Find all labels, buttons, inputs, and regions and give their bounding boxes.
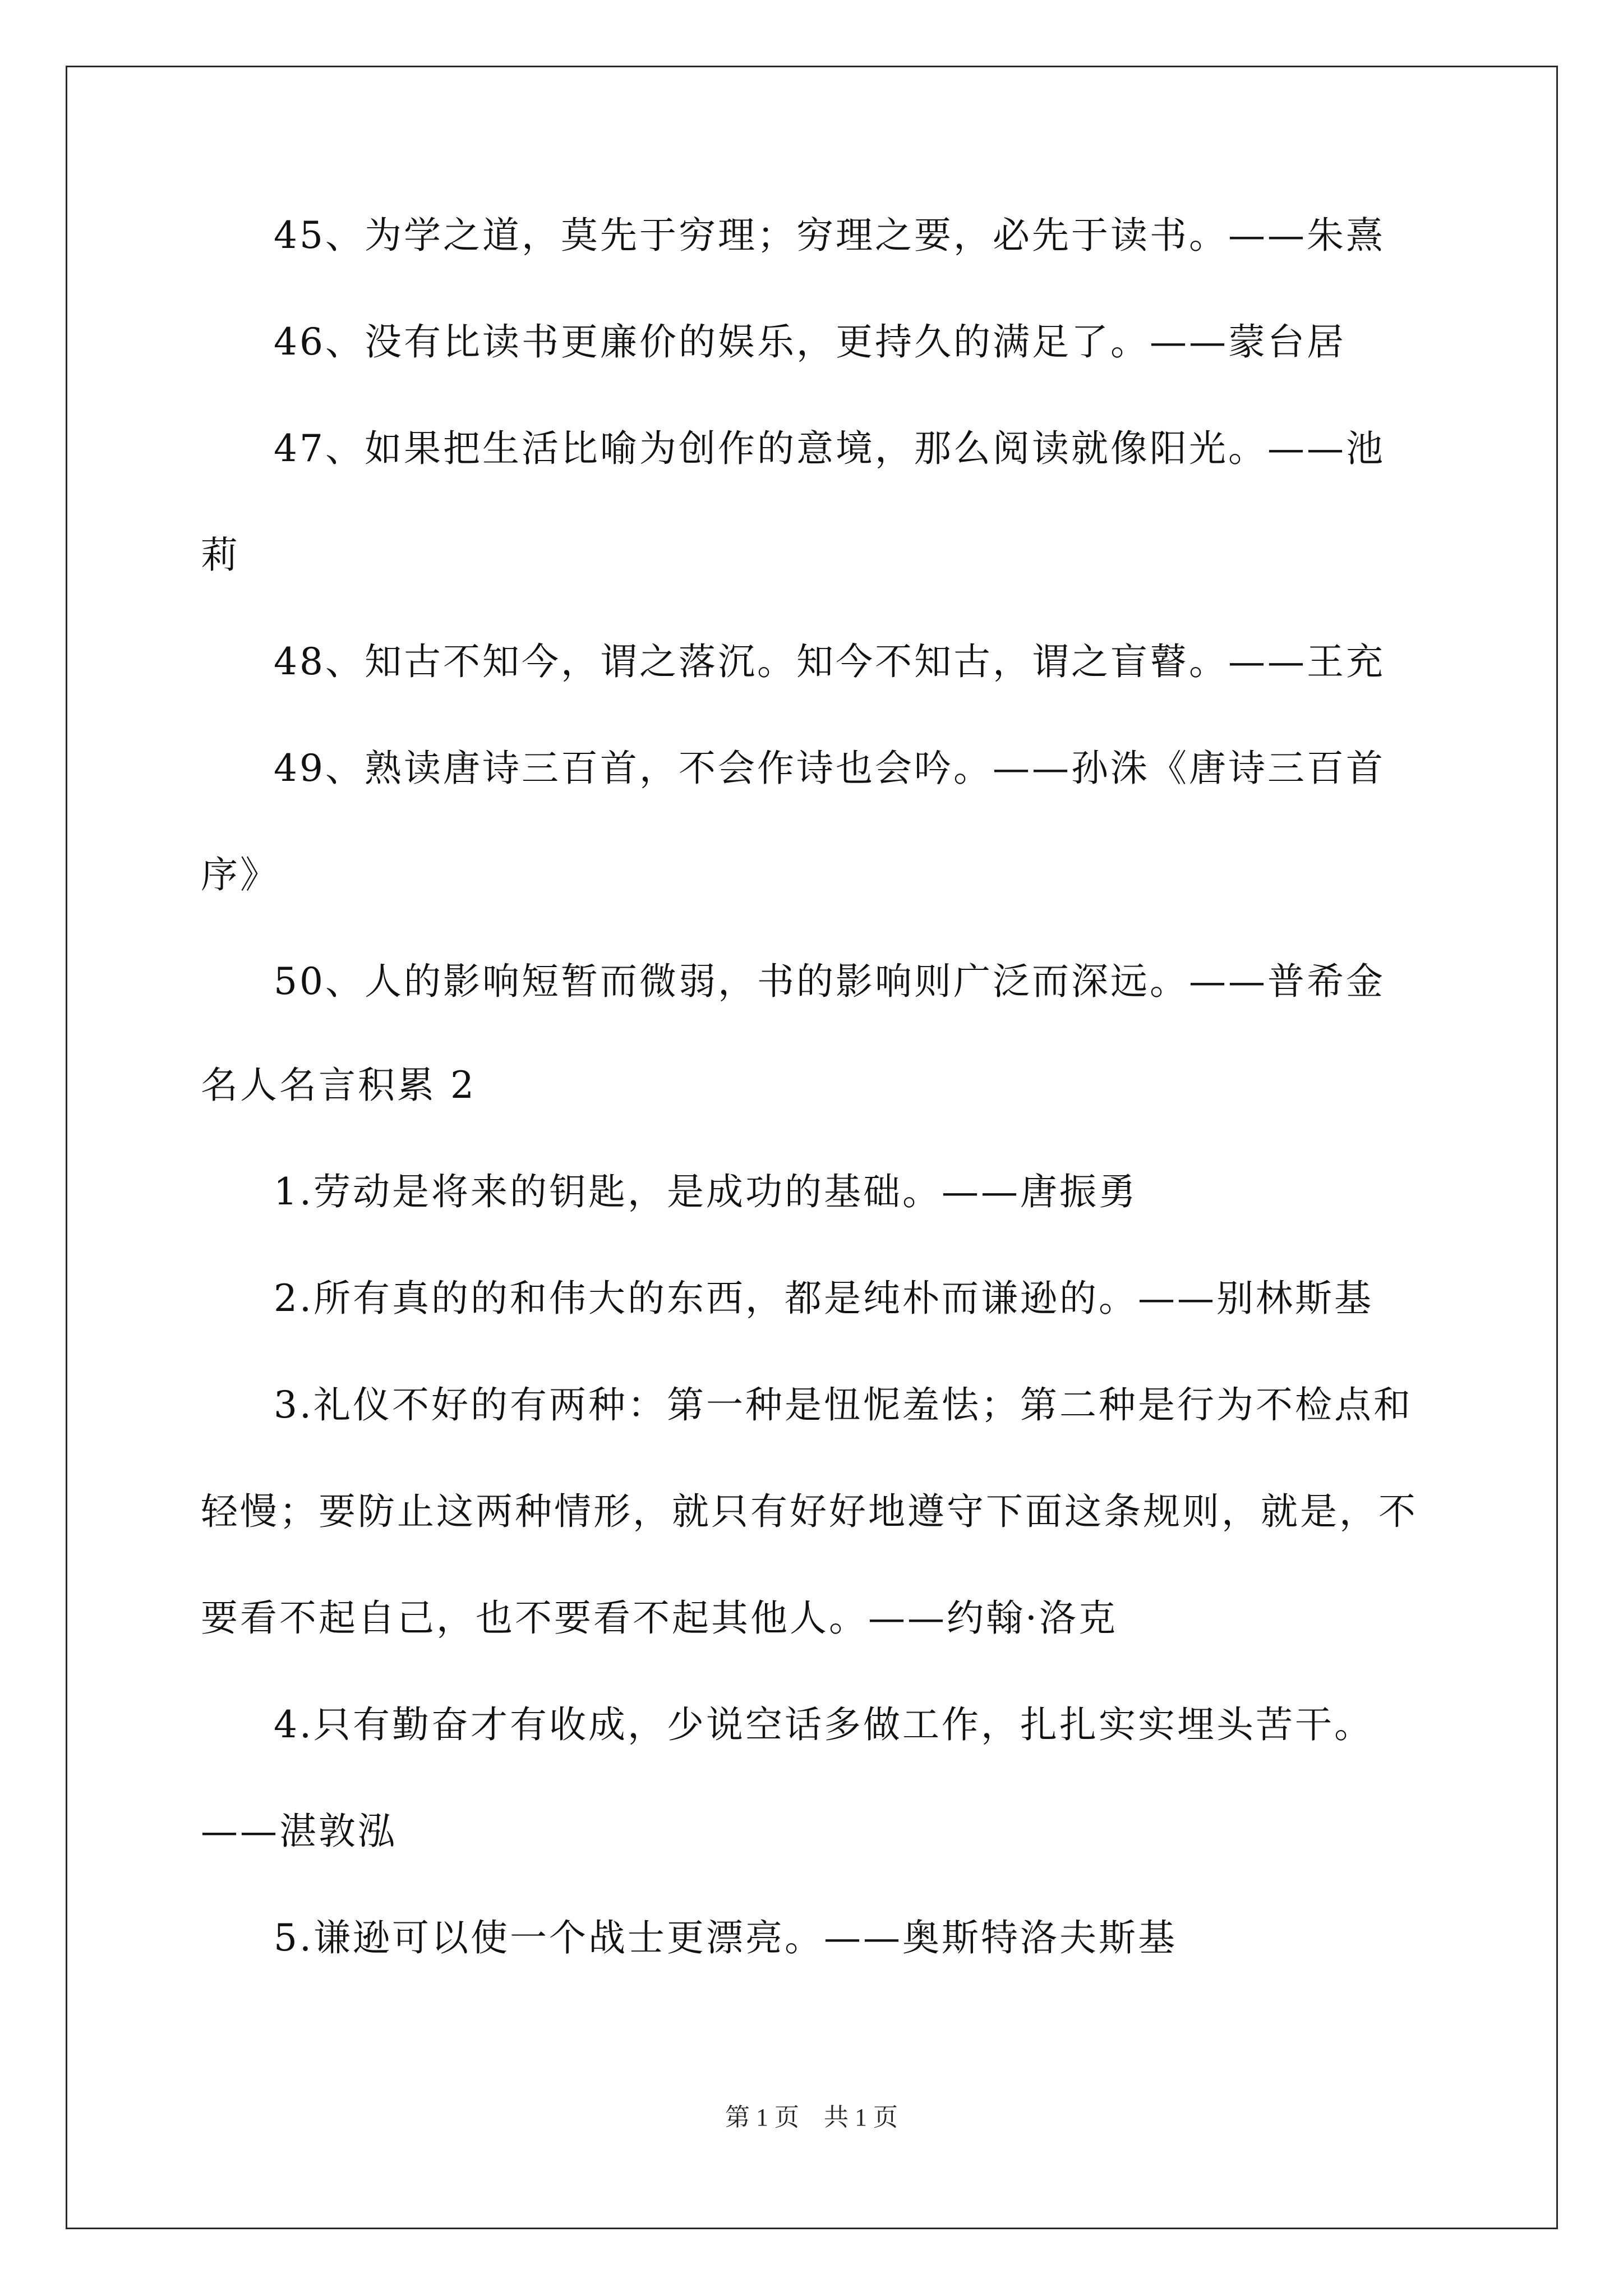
quote-3-cont-1: 轻慢；要防止这两种情形，就只有好好地遵守下面这条规则，就是，不 [201,1490,1418,1533]
quote-3: 3.礼仪不好的有两种：第一种是忸怩羞怯；第二种是行为不检点和 [274,1383,1413,1427]
page-footer: 第 1 页 共 1 页 [725,2104,898,2131]
quote-49-cont: 序》 [201,853,279,896]
page-border [66,66,1558,2229]
quote-45: 45、为学之道，莫先于穷理；穷理之要，必先于读书。——朱熹 [274,214,1385,257]
quote-47-cont: 莉 [201,533,240,577]
quote-3-cont-2: 要看不起自己，也不要看不起其他人。——约翰·洛克 [201,1596,1118,1640]
quote-5: 5.谦逊可以使一个战士更漂亮。——奥斯特洛夫斯基 [274,1916,1177,1959]
quote-50: 50、人的影响短暂而微弱，书的影响则广泛而深远。——普希金 [274,960,1385,1003]
quote-1: 1.劳动是将来的钥匙，是成功的基础。——唐振勇 [274,1170,1138,1213]
quote-47: 47、如果把生活比喻为创作的意境，那么阅读就像阳光。——池 [274,427,1385,470]
quote-2: 2.所有真的的和伟大的东西，都是纯朴而谦逊的。——别林斯基 [274,1277,1373,1320]
quote-48: 48、知古不知今，谓之落沉。知今不知古，谓之盲瞽。——王充 [274,640,1385,683]
quote-4-cont: ——湛敦泓 [201,1810,397,1853]
quote-46: 46、没有比读书更廉价的娱乐，更持久的满足了。——蒙台居 [274,320,1346,364]
quote-4: 4.只有勤奋才有收成，少说空话多做工作，扎扎实实埋头苦干。 [274,1703,1373,1746]
quote-49: 49、熟读唐诗三百首，不会作诗也会吟。——孙洙《唐诗三百首 [274,747,1385,790]
section-heading: 名人名言积累 2 [201,1064,476,1107]
